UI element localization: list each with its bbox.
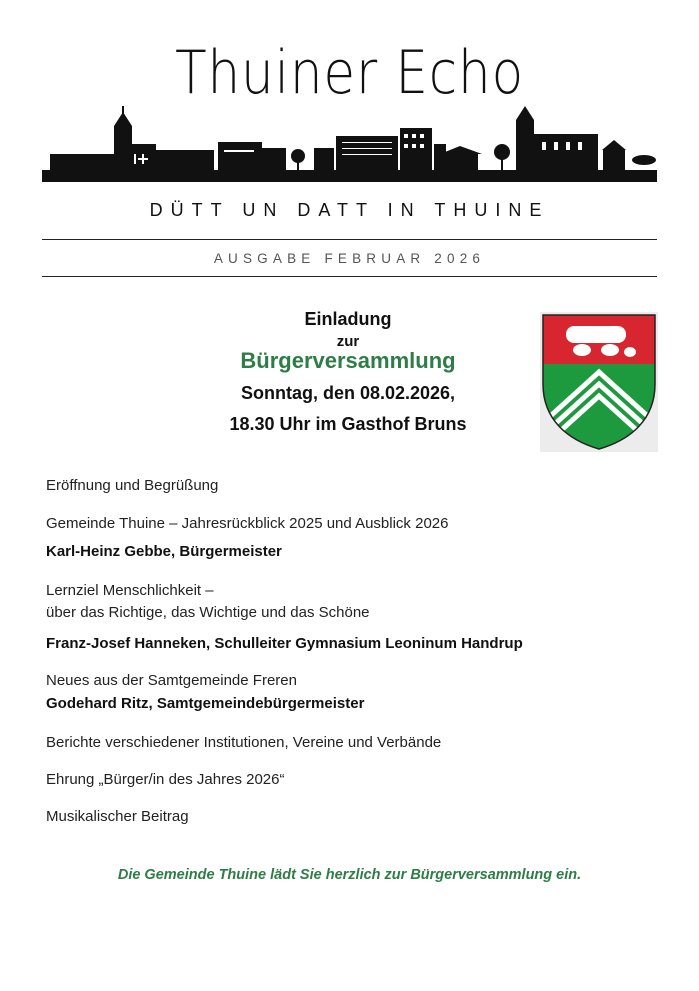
agenda-item-reports: Berichte verschiedener Institutionen, Vereine und Verbände xyxy=(46,734,442,751)
invitation-time-place: 18.30 Uhr im Gasthof Bruns xyxy=(229,414,467,434)
invitation-headline: Bürgerversammlung xyxy=(240,348,456,373)
agenda-speaker-headmaster: Franz-Josef Hanneken, Schulleiter Gymnasium Leoninum Handrup xyxy=(46,635,523,652)
masthead-tagline: DÜTT UN DATT IN THUINE xyxy=(149,200,550,220)
coat-of-arms-icon xyxy=(540,312,658,452)
agenda-item-samtgemeinde: Neues aus der Samtgemeinde Freren xyxy=(46,672,297,689)
agenda-item-lecture-line1: Lernziel Menschlichkeit – xyxy=(46,582,214,599)
agenda-item-honor: Ehrung „Bürger/in des Jahres 2026“ xyxy=(46,771,285,788)
agenda-item-lecture-line2: über das Richtige, das Wichtige und das Schöne xyxy=(46,604,370,621)
invitation-line2: zur xyxy=(336,333,360,350)
skyline-illustration xyxy=(42,104,657,184)
divider-bottom xyxy=(42,276,657,277)
edition-label: AUSGABE FEBRUAR 2026 xyxy=(213,251,486,266)
closing-message: Die Gemeinde Thuine lädt Sie herzlich zur Bürgerversammlung ein. xyxy=(117,867,582,883)
agenda-item-music: Musikalischer Beitrag xyxy=(46,808,189,825)
agenda-item-opening: Eröffnung und Begrüßung xyxy=(46,477,219,494)
divider-top xyxy=(42,239,657,240)
invitation-date: Sonntag, den 08.02.2026, xyxy=(240,383,456,403)
invitation-line1: Einladung xyxy=(304,309,392,329)
agenda-speaker-mayor: Karl-Heinz Gebbe, Bürgermeister xyxy=(46,543,282,560)
masthead-title: Thuiner Echo xyxy=(175,38,525,108)
agenda-item-review: Gemeinde Thuine – Jahresrückblick 2025 und Ausblick 2026 xyxy=(46,515,449,532)
agenda-speaker-samtgemeinde-mayor: Godehard Ritz, Samtgemeindebürgermeister xyxy=(46,695,365,712)
